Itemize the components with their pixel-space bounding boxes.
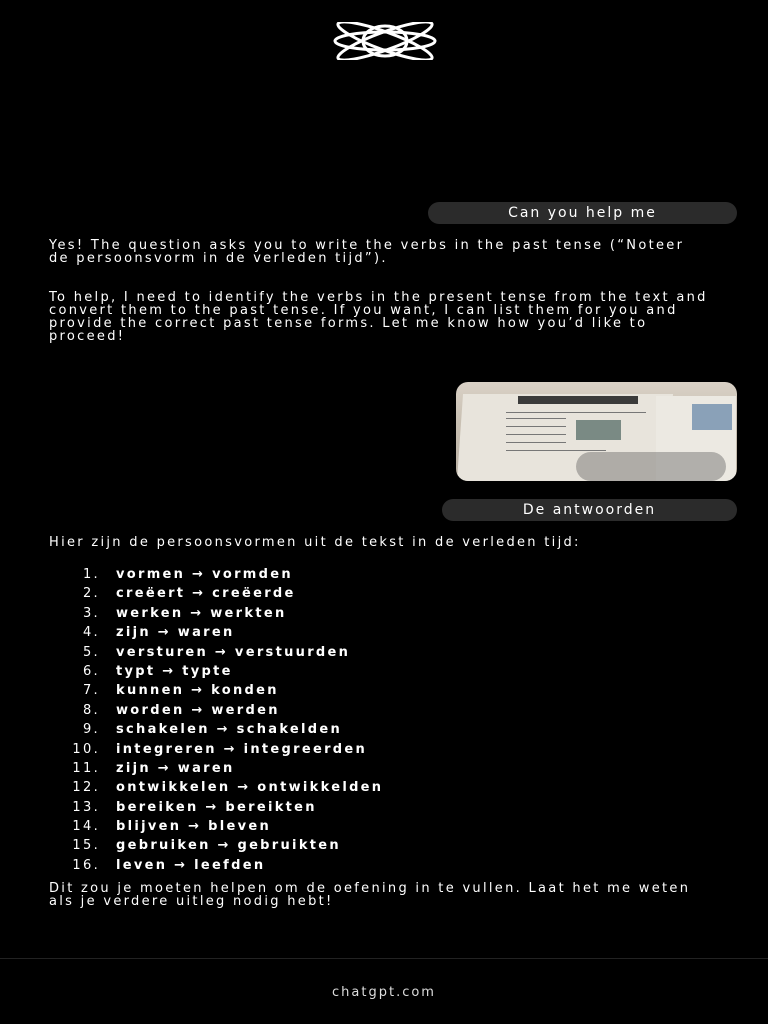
verb-conversion: schakelen → schakelden xyxy=(116,722,343,738)
verb-list-item xyxy=(50,722,343,742)
list-number: 15. xyxy=(72,838,100,854)
list-number: 10. xyxy=(72,741,100,757)
verb-conversion: typt → typte xyxy=(116,663,233,679)
verb-list-item xyxy=(50,625,235,645)
verb-conversion: worden → werden xyxy=(116,702,280,718)
verb-conversion: versturen → verstuurden xyxy=(116,644,351,660)
verb-list-item xyxy=(50,683,279,703)
assistant-message-paragraph: Yes! The question asks you to write the verbs in the past tense (“Noteer de persoonsvorm in de verleden tijd”). xyxy=(49,238,685,266)
verb-conversion: integreren → integreerden xyxy=(116,741,368,757)
verb-list-item xyxy=(50,741,368,762)
list-number: 4. xyxy=(82,625,100,641)
list-number: 7. xyxy=(82,683,100,699)
verb-conversion: ontwikkelen → ontwikkelden xyxy=(116,780,384,796)
verb-list-item xyxy=(50,586,296,606)
list-number: 5. xyxy=(82,644,100,660)
list-number: 8. xyxy=(82,702,100,718)
verb-conversion: zijn → waren xyxy=(116,625,235,641)
assistant-message-paragraph: Hier zijn de persoonsvormen uit de tekst in de verleden tijd: xyxy=(49,535,581,550)
verb-conversion: leven → leefden xyxy=(116,857,266,873)
openai-logo-icon xyxy=(330,22,440,60)
verb-conversion: gebruiken → gebruikten xyxy=(116,838,341,854)
list-number: 2. xyxy=(82,586,100,602)
uploaded-photo-attachment[interactable] xyxy=(456,382,737,481)
verb-list-item xyxy=(50,780,384,800)
list-number: 11. xyxy=(72,760,100,776)
list-number: 13. xyxy=(72,799,100,815)
verb-list-item xyxy=(50,838,341,858)
verb-list xyxy=(50,567,384,878)
verb-conversion: zijn → waren xyxy=(116,760,235,776)
verb-conversion: werken → werkten xyxy=(116,605,287,621)
verb-list-item xyxy=(50,819,272,839)
verb-list-item xyxy=(50,644,351,665)
verb-list-item xyxy=(50,605,287,626)
verb-list-item xyxy=(50,760,235,781)
user-message-bubble: Can you help me xyxy=(428,202,737,224)
assistant-message-paragraph: Dit zou je moeten helpen om de oefening in te vullen. Laat het me weten als je verdere uitleg nodig hebt! xyxy=(49,881,691,909)
footer-domain: chatgpt.com xyxy=(332,985,436,1000)
verb-conversion: vormen → vormden xyxy=(116,567,293,582)
verb-list-item xyxy=(50,702,280,723)
verb-list-item xyxy=(50,857,266,878)
verb-conversion: kunnen → konden xyxy=(116,683,279,699)
list-number: 3. xyxy=(82,605,100,621)
verb-list-item xyxy=(50,663,233,684)
list-number: 16. xyxy=(72,857,100,873)
footer-divider xyxy=(0,958,768,959)
list-number: 9. xyxy=(82,722,100,738)
assistant-message-paragraph: To help, I need to identify the verbs in the present tense from the text and convert them to the past tense. If you want, I can list them for you and provide the correct past tense forms. Let me know how you’d like to proceed! xyxy=(49,290,708,344)
list-number: 12. xyxy=(72,780,100,796)
verb-conversion: bereiken → bereikten xyxy=(116,799,317,815)
list-number: 6. xyxy=(82,663,100,679)
verb-conversion: blijven → bleven xyxy=(116,819,272,835)
list-number: 1. xyxy=(82,567,100,582)
user-message-bubble: De antwoorden xyxy=(442,499,737,521)
list-number: 14. xyxy=(72,819,100,835)
verb-list-item xyxy=(50,799,317,820)
verb-conversion: creëert → creëerde xyxy=(116,586,296,602)
verb-list-item xyxy=(50,567,293,587)
